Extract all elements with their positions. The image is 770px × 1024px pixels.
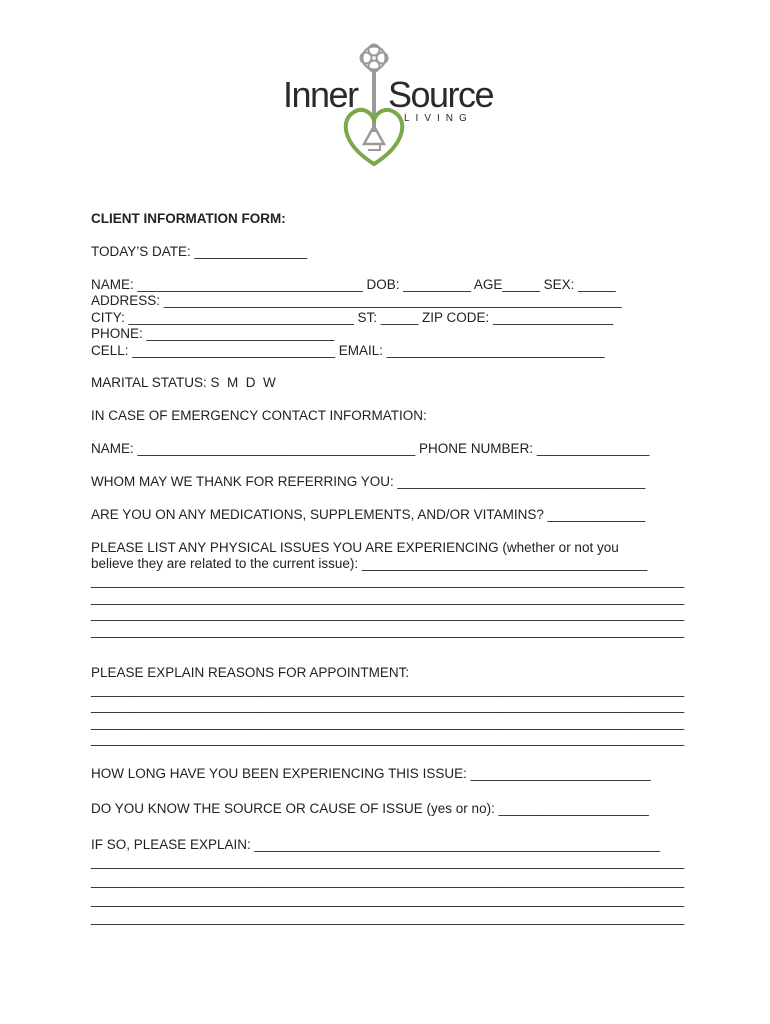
physical-issues-blank-line[interactable]: _______________________________________________________________________________ <box>91 606 685 621</box>
explain-source-blank-line[interactable]: _______________________________________________________________________________ <box>91 873 685 888</box>
emergency-contact-heading: IN CASE OF EMERGENCY CONTACT INFORMATION: <box>91 408 427 423</box>
todays-date-field[interactable]: TODAY’S DATE: _______________ <box>91 244 308 259</box>
city-state-zip-fields[interactable]: CITY: ______________________________ ST: _____ ZIP CODE: ________________ <box>91 310 614 325</box>
cell-email-fields[interactable]: CELL: ___________________________ EMAIL: _____________________________ <box>91 343 605 358</box>
inner-source-living-logo <box>280 40 494 175</box>
form-title: CLIENT INFORMATION FORM: <box>91 211 286 226</box>
appointment-reasons-blank-line[interactable]: _______________________________________________________________________________ <box>91 682 685 697</box>
phone-field[interactable]: PHONE: _________________________ <box>91 326 335 341</box>
name-dob-age-sex-fields[interactable]: NAME: ______________________________ DOB: _________ AGE_____ SEX: _____ <box>91 277 616 292</box>
logo-word-source: Source <box>388 74 494 115</box>
explain-source-blank-line[interactable]: _______________________________________________________________________________ <box>91 910 685 925</box>
explain-source-blank-line[interactable]: _______________________________________________________________________________ <box>91 892 685 907</box>
appointment-reasons-heading: PLEASE EXPLAIN REASONS FOR APPOINTMENT: <box>91 665 410 680</box>
logo-word-inner: Inner <box>283 74 358 115</box>
explain-source-blank-line[interactable]: _______________________________________________________________________________ <box>91 854 685 869</box>
medications-field[interactable]: ARE YOU ON ANY MEDICATIONS, SUPPLEMENTS, AND/OR VITAMINS? _____________ <box>91 507 646 522</box>
referral-field[interactable]: WHOM MAY WE THANK FOR REFERRING YOU: _________________________________ <box>91 474 646 489</box>
physical-issues-field[interactable]: believe they are related to the current issue): ______________________________________ <box>91 556 648 571</box>
physical-issues-blank-line[interactable]: _______________________________________________________________________________ <box>91 623 685 638</box>
issue-source-field[interactable]: DO YOU KNOW THE SOURCE OR CAUSE OF ISSUE (yes or no): ____________________ <box>91 801 649 816</box>
appointment-reasons-blank-line[interactable]: _______________________________________________________________________________ <box>91 715 685 730</box>
appointment-reasons-blank-line[interactable]: _______________________________________________________________________________ <box>91 731 685 746</box>
appointment-reasons-blank-line[interactable]: _______________________________________________________________________________ <box>91 698 685 713</box>
physical-issues-blank-line[interactable]: _______________________________________________________________________________ <box>91 590 685 605</box>
logo-word-living: LIVING <box>404 113 473 124</box>
issue-duration-field[interactable]: HOW LONG HAVE YOU BEEN EXPERIENCING THIS ISSUE: ________________________ <box>91 766 651 781</box>
physical-issues-blank-line[interactable]: _______________________________________________________________________________ <box>91 573 685 588</box>
explain-source-field[interactable]: IF SO, PLEASE EXPLAIN: ______________________________________________________ <box>91 837 660 852</box>
emergency-name-phone-fields[interactable]: NAME: _____________________________________ PHONE NUMBER: _______________ <box>91 441 650 456</box>
address-field[interactable]: ADDRESS: _____________________________________________________________ <box>91 293 622 308</box>
marital-status-field[interactable]: MARITAL STATUS: S M D W <box>91 375 276 390</box>
physical-issues-prompt: PLEASE LIST ANY PHYSICAL ISSUES YOU ARE EXPERIENCING (whether or not you <box>91 540 619 555</box>
